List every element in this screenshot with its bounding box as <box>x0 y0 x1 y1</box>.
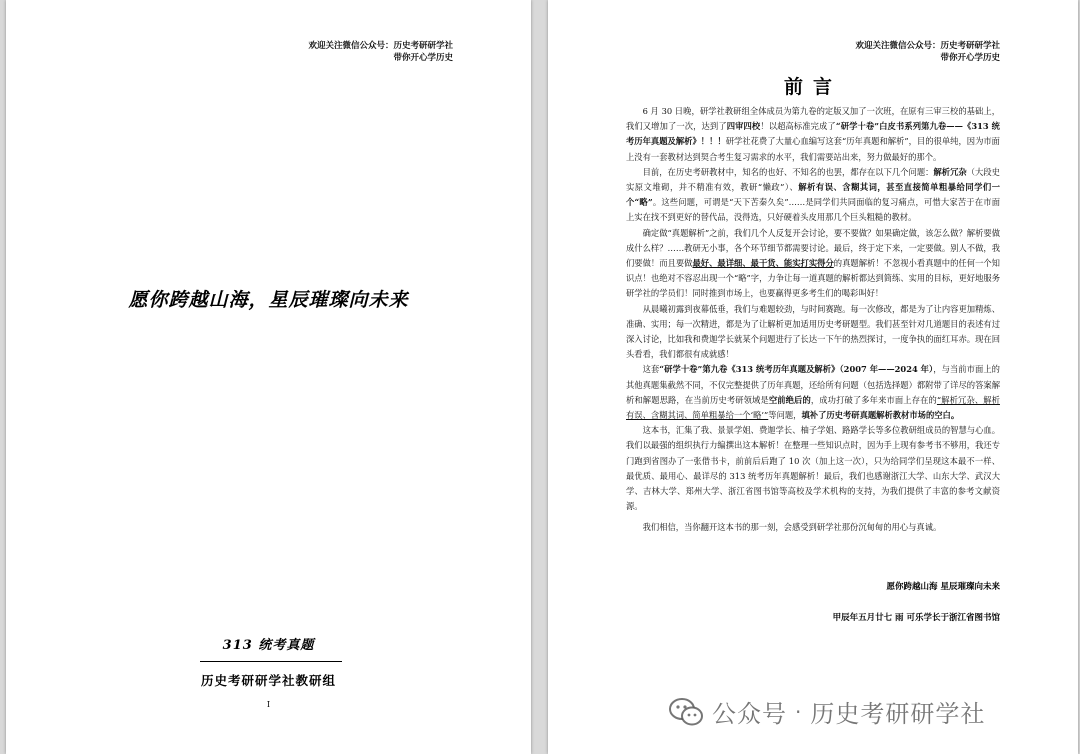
watermark-separator: · <box>795 699 803 724</box>
p1-bold-d: “研学十卷”白皮书系列第九卷——《313 统考历年真题及解析》！！！ <box>626 121 1000 147</box>
p1-text-a: 6 月 30 日晚，研学社教研组全体成员为第九卷的定版又加了一次班，在原有三审三校的基础上，我们又增加了一次，达到了 <box>626 106 1000 132</box>
paragraph-6: 这本书，汇集了我、景景学姐、费迦学长、柚子学姐、路路学长等多位教研组成员的智慧与心血。我们以最强的组织执行力编撰出这本解析！在整理一些知识点时，因为手上现有参考书不够用，我还专门跑到省图办了一张借书卡，前前后后跑了 10 次（加上这一次），只为给同学们呈现这本最不一样、最优质、最用心、最详尽的 313 统考历年真题解析！最后，我们也感谢浙江大学、山东大学、武汉大学、吉林大学、郑州大学、浙江省图书馆等高校及学术机构的支持，为我们提供了丰富的参考文献资源。 <box>626 425 1000 512</box>
right-header-note <box>855 40 1000 64</box>
p1-text-e: 研学社花费了大量心血编写这套“历年真题和解析”，目的很单纯，因为市面上没有一套教材达到契合考生复习需求的水平，我们需要站出来，努力做最好的那个。 <box>626 136 1000 162</box>
p5-text-g: 等问题， <box>768 410 802 421</box>
p2-bold-d: 解析有误、含糊其词，甚至直接简单粗暴给同学们一个“略” <box>626 182 1000 208</box>
paragraph-5 <box>626 362 1000 423</box>
p5-bold-d: 空前绝后的 <box>768 394 811 405</box>
preface-body <box>626 104 1000 536</box>
p3-text-c: 的真题解析！不忽视小看真题中的任何一个知识点！也绝对不容忍出现一个“略”字，力争让每一道真题的解析都达到简练、实用的目标，更好地服务研学社的学员们！同时推到市场上，也要赢得更多考生们的喝彩叫好！ <box>626 258 1000 299</box>
p5-underline-f: “解析冗杂、解析有误、含糊其词、简单粗暴给一个‘略’” <box>626 394 1000 421</box>
paragraph-2 <box>626 165 1000 226</box>
watermark-name: 历史考研研学社 <box>810 700 986 728</box>
right-header-line1: 欢迎关注微信公众号：历史考研研学社 <box>855 41 1000 51</box>
left-page <box>6 0 531 754</box>
p1-bold-b: 四审四校 <box>726 121 761 132</box>
watermark-prefix: 公众号 <box>712 700 787 728</box>
left-header-note <box>308 40 453 64</box>
p2-text-a: 目前，在历史考研教材中，知名的也好、不知名的也罢，都存在以下几个问题： <box>642 166 934 177</box>
wechat-watermark <box>668 694 985 729</box>
organization-name: 历史考研研学社教研组 <box>200 673 336 688</box>
p5-bold-b: “研学十卷”第九卷《313 统考历年真题及解析》（2007 年——2024 年） <box>659 364 934 375</box>
left-header-line2: 带你开心学历史 <box>393 53 453 63</box>
p5-text-c: ，与当前市面上的其他真题集截然不同，不仅完整提供了历年真题，还给所有问题（包括选择题）都附带了详尽的答案解析和解题思路，在当前历史考研领域是 <box>626 364 1000 405</box>
page-number: I <box>266 700 271 709</box>
right-header-line2: 带你开心学历史 <box>940 53 1000 63</box>
paragraph-4: 从晨曦初露到夜幕低垂，我们与难题较劲，与时间赛跑。每一次修改，都是为了让内容更加精炼、准确、实用；每一次精进，都是为了让解析更加适用历史考研题型。我们甚至针对几道题目的表述有过深入讨论，比如我和费迦学长就某个问题进行了长达一下午的热烈探讨，一度争执的面红耳赤。现在回头看看，我们都很有成就感！ <box>626 303 1000 360</box>
p2-text-c: （大段史实原文堆砌，并不精准有效，教研“懒政”）、 <box>626 166 1000 193</box>
signature-date: 甲辰年五月廿七 雨 可乐学长于浙江省图书馆 <box>832 613 1000 623</box>
paragraph-1 <box>626 104 1000 165</box>
preface-title: 前言 <box>783 76 842 98</box>
p5-text-a: 这套 <box>642 364 660 375</box>
right-page <box>548 0 1078 754</box>
signature-motto: 愿你跨越山海 星辰璀璨向未来 <box>886 582 1000 592</box>
p3-text-a: 确定做“真题解析”之前，我们几个人反复开会讨论，要不要做？如果确定做，该怎么做？解析要做成什么样？……教研无小事，各个环节细节都需要讨论。最后，终于定下来，一定要做。别人不做，我们要做！而且要做 <box>626 227 1000 269</box>
p2-text-e: 。这些问题，可谓是“天下苦秦久矣”……是同学们共同面临的复习痛点，可惜大家苦于在市面上实在找不到更好的替代品，没得选，只好硬着头皮用那几个巨头粗糙的教材。 <box>626 197 1000 223</box>
title-divider <box>200 661 342 662</box>
left-header-line1: 欢迎关注微信公众号：历史考研研学社 <box>308 41 453 51</box>
p5-bold-h: 填补了历史考研真题解析教材市场的空白。 <box>801 410 960 421</box>
cover-motto: 愿你跨越山海，星辰璀璨向未来 <box>128 289 409 311</box>
p3-bold-b: 最好、最详细、最干货、能实打实得分 <box>692 258 834 269</box>
wechat-icon <box>668 697 704 727</box>
p2-bold-b: 解析冗杂 <box>933 166 967 177</box>
p5-text-e: ，成功打破了多年来市面上存在的 <box>810 394 937 405</box>
p1-text-c: ！以超高标准完成了 <box>760 121 836 132</box>
paragraph-7: 我们相信，当你翻开这本书的那一刻，会感受到研学社那份沉甸甸的用心与真诚。 <box>642 522 942 533</box>
paragraph-3 <box>626 226 1000 302</box>
book-title: 313 统考真题 <box>222 638 315 653</box>
